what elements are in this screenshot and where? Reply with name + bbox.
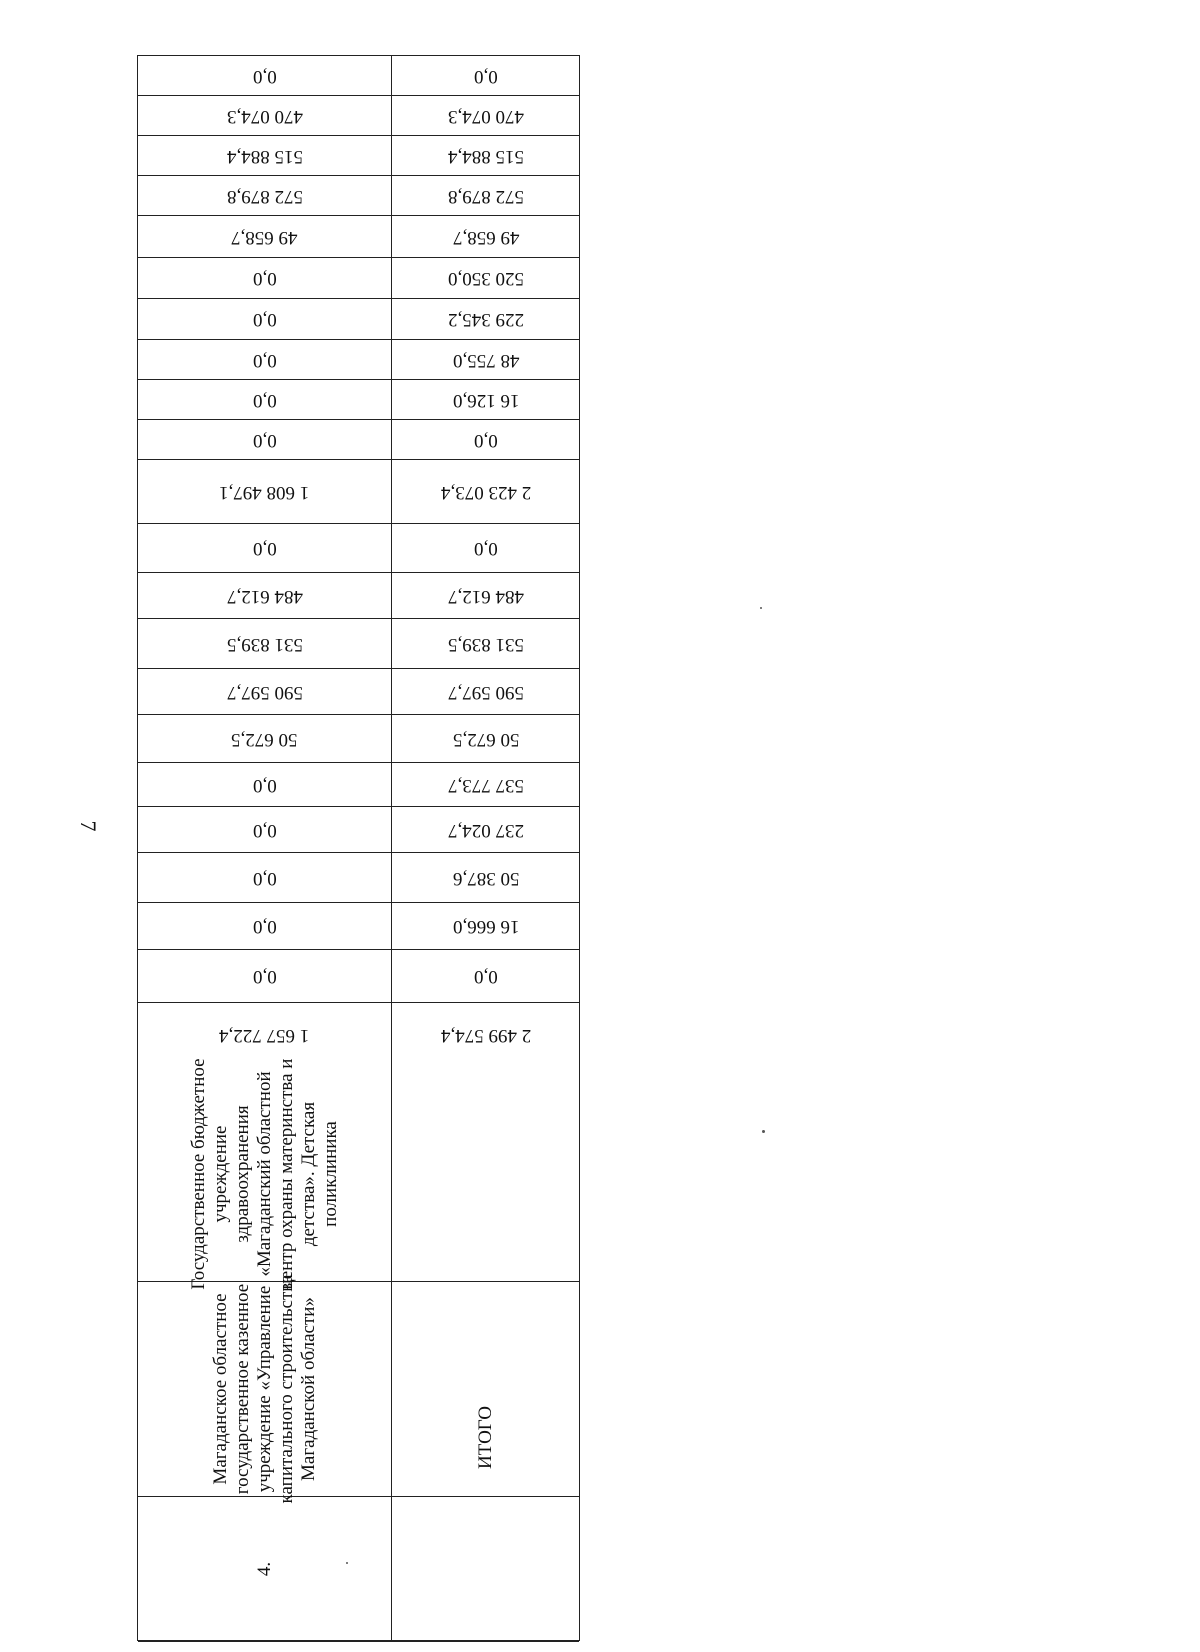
total-value: 2 499 574,4 xyxy=(440,1024,532,1046)
total-value: 16 666,0 xyxy=(452,916,520,937)
row-value-cell xyxy=(138,573,391,618)
row-value-cell xyxy=(138,136,391,175)
total-value-cell xyxy=(391,715,581,762)
row-value: 531 839,5 xyxy=(226,633,303,655)
total-value: 0,0 xyxy=(474,966,498,987)
total-value-cell xyxy=(391,299,581,339)
total-value: 470 074,3 xyxy=(448,105,524,127)
table-col-value xyxy=(138,807,579,853)
row-value: 50 672,5 xyxy=(231,728,298,750)
table-col-value xyxy=(138,258,579,299)
row-number: 4. xyxy=(253,1561,275,1577)
total-value-cell xyxy=(391,619,581,668)
total-value-cell xyxy=(391,380,581,419)
total-value: 590 597,7 xyxy=(448,681,524,703)
total-value-cell xyxy=(391,216,581,257)
total-value: 572 879,8 xyxy=(448,185,524,207)
row-value-cell xyxy=(138,669,391,714)
total-value: 237 024,7 xyxy=(448,819,524,841)
row-value-cell xyxy=(138,903,391,949)
total-value: 49 658,7 xyxy=(452,226,520,248)
customer-name: Магаданское областное государственное казенное учреждение «Управление капитального строительства Магаданской области» xyxy=(209,1274,319,1504)
table-col-value xyxy=(138,715,579,763)
facility-name: Государственное бюджетное учреждение здравоохранения «Магаданский областной центр охраны материнства и детства». Детская поликлиника xyxy=(187,1057,341,1290)
table-col-value xyxy=(138,299,579,340)
row-value-cell xyxy=(138,524,391,572)
total-value-cell xyxy=(391,853,581,902)
row-value-cell xyxy=(138,950,391,1002)
scan-speck xyxy=(760,607,762,609)
row-value: 0,0 xyxy=(252,819,277,841)
table-col-index xyxy=(138,1497,579,1642)
row-value-cell xyxy=(138,216,391,257)
table-col-value xyxy=(138,903,579,950)
row-value-cell xyxy=(138,56,391,95)
row-value-cell xyxy=(138,715,391,762)
row-value: 470 074,3 xyxy=(226,105,303,127)
row-value-cell xyxy=(138,380,391,419)
total-label-cell xyxy=(391,1282,581,1496)
row-value: 0,0 xyxy=(252,389,277,411)
table-col-value xyxy=(138,420,579,460)
row-value: 0,0 xyxy=(252,966,277,987)
total-value: 229 345,2 xyxy=(448,309,524,330)
total-value-cell xyxy=(391,258,581,298)
scan-speck xyxy=(762,1130,765,1133)
row-value-cell xyxy=(138,619,391,668)
table-col-value xyxy=(138,573,579,619)
total-value: 48 755,0 xyxy=(452,349,520,371)
table-col-value xyxy=(138,950,579,1003)
row-value: 0,0 xyxy=(252,429,277,451)
row-value-cell xyxy=(138,460,391,523)
row-value-cell xyxy=(138,340,391,379)
row-value-cell xyxy=(138,853,391,902)
total-value: 50 387,6 xyxy=(452,867,520,889)
row-value: 0,0 xyxy=(252,309,277,330)
customer-cell xyxy=(138,1274,391,1504)
row-value-cell xyxy=(138,299,391,339)
row-value-cell xyxy=(138,96,391,135)
table-col-value xyxy=(138,176,579,216)
table-col-value xyxy=(138,619,579,669)
row-value: 515 884,4 xyxy=(226,145,303,167)
table-col-value xyxy=(138,96,579,136)
row-value-cell xyxy=(138,258,391,298)
row-value: 1 608 497,1 xyxy=(219,481,310,503)
row-value: 590 597,7 xyxy=(226,681,303,703)
total-value: 0,0 xyxy=(474,429,498,451)
facility-cell-total xyxy=(391,1066,581,1281)
total-value-cell xyxy=(391,573,581,618)
total-value: 16 126,0 xyxy=(452,389,520,411)
row-value: 0,0 xyxy=(252,916,277,937)
total-value-cell xyxy=(391,136,581,175)
row-value: 0,0 xyxy=(252,774,277,796)
total-value-cell xyxy=(391,56,581,95)
row-value: 49 658,7 xyxy=(231,226,298,248)
total-value-cell xyxy=(391,903,581,949)
total-value-cell xyxy=(391,96,581,135)
row-value: 0,0 xyxy=(252,268,277,289)
total-value-cell xyxy=(391,1003,581,1066)
table-col-value xyxy=(138,524,579,573)
total-value: 520 350,0 xyxy=(448,268,524,289)
total-value-cell xyxy=(391,669,581,714)
row-value: 1 657 722,4 xyxy=(219,1024,310,1046)
total-value: 537 773,7 xyxy=(448,774,524,796)
total-value: 0,0 xyxy=(474,65,498,87)
row-value-cell xyxy=(138,176,391,215)
table-col-facility xyxy=(138,1057,579,1290)
index-cell-total xyxy=(391,1497,581,1641)
table-col-value xyxy=(138,1003,579,1066)
total-value: 50 672,5 xyxy=(452,728,520,750)
total-value: 531 839,5 xyxy=(448,633,524,655)
total-value-cell xyxy=(391,420,581,459)
total-value-cell xyxy=(391,524,581,572)
page-number: 7 xyxy=(76,820,101,832)
total-value: 2 423 073,4 xyxy=(440,481,532,503)
table-col-value xyxy=(138,56,579,96)
row-value-cell xyxy=(138,420,391,459)
index-cell xyxy=(138,1497,391,1641)
financing-table xyxy=(137,55,580,1641)
total-value-cell xyxy=(391,950,581,1002)
row-value: 572 879,8 xyxy=(226,185,303,207)
table-col-value xyxy=(138,763,579,807)
table-col-value xyxy=(138,216,579,258)
row-value: 484 612,7 xyxy=(226,585,303,607)
table-col-value xyxy=(138,340,579,380)
table-col-value xyxy=(138,380,579,420)
total-value-cell xyxy=(391,340,581,379)
total-label: ИТОГО xyxy=(475,1405,496,1469)
row-value: 0,0 xyxy=(252,349,277,371)
total-value-cell xyxy=(391,763,581,806)
table-col-value xyxy=(138,853,579,903)
total-value: 484 612,7 xyxy=(448,585,524,607)
total-value-cell xyxy=(391,807,581,852)
table-col-value xyxy=(138,136,579,176)
row-value: 0,0 xyxy=(252,65,277,87)
row-value-cell xyxy=(138,763,391,806)
facility-cell xyxy=(138,1057,391,1290)
row-value: 0,0 xyxy=(252,538,277,559)
table-col-customer xyxy=(138,1274,579,1504)
total-value-cell xyxy=(391,176,581,215)
total-value: 0,0 xyxy=(474,538,498,559)
total-value: 515 884,4 xyxy=(448,145,524,167)
row-value-cell xyxy=(138,807,391,852)
table-col-value xyxy=(138,460,579,524)
scan-speck xyxy=(346,1562,348,1564)
total-value-cell xyxy=(391,460,581,523)
row-value: 0,0 xyxy=(252,867,277,889)
row-value-cell xyxy=(138,1003,391,1066)
table-col-value xyxy=(138,669,579,715)
